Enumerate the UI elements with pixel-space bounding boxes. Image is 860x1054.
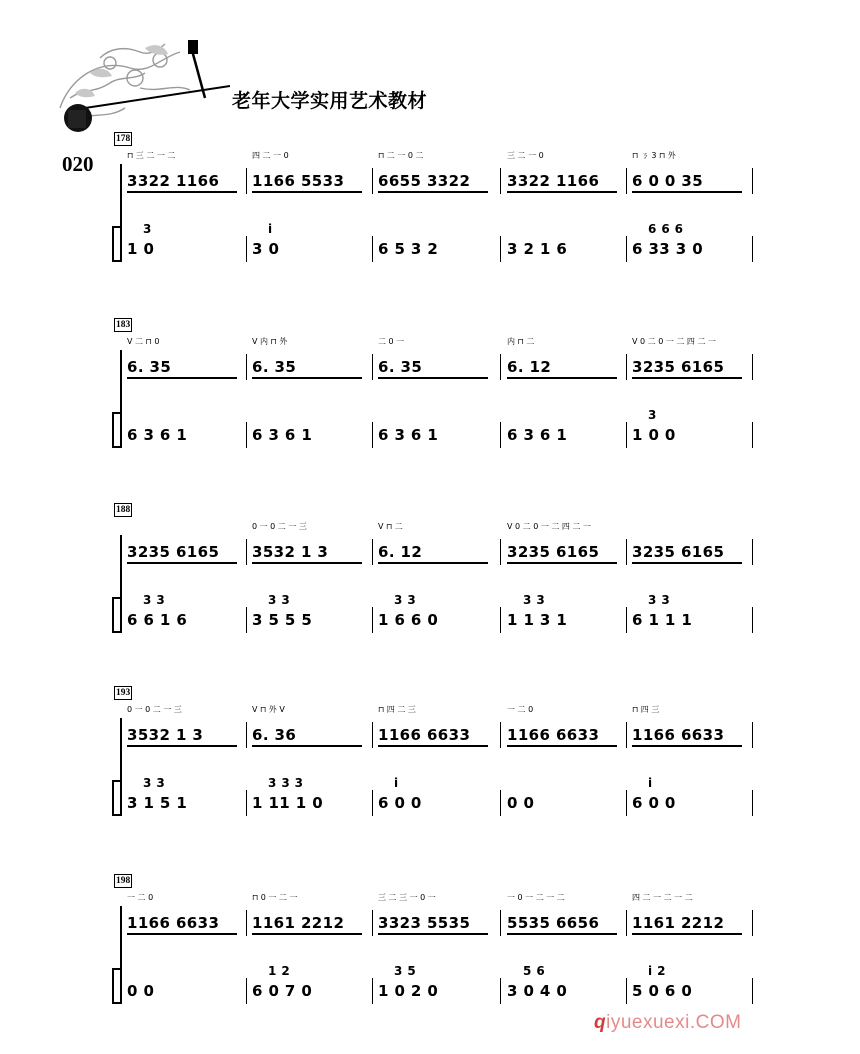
upper-measure-notes: 3323 5535 bbox=[378, 914, 471, 932]
beam-line bbox=[252, 191, 362, 193]
erhu-ornament-icon bbox=[40, 38, 230, 138]
bowing-fingering-marks: 一 二 0 bbox=[507, 705, 534, 714]
barline bbox=[500, 354, 501, 380]
measure-number: 193 bbox=[116, 688, 131, 698]
barline bbox=[246, 978, 247, 1004]
barline bbox=[626, 422, 627, 448]
upper-measure-notes: 6. 12 bbox=[378, 543, 423, 561]
barline bbox=[246, 539, 247, 565]
upper-measure-notes: 3235 6165 bbox=[632, 543, 725, 561]
upper-measure-notes: 3235 6165 bbox=[127, 543, 220, 561]
lower-measure-notes: 0 0 bbox=[127, 982, 155, 1000]
lower-measure-notes: 1 6 6 0 bbox=[378, 611, 439, 629]
upper-voice-notes: i 2 bbox=[648, 964, 666, 978]
beam-line bbox=[632, 377, 742, 379]
lower-measure-notes: 6 3 6 1 bbox=[127, 426, 188, 444]
upper-measure-notes: 5535 6656 bbox=[507, 914, 600, 932]
bowing-fingering-marks: ⊓ 二 一 0 二 bbox=[378, 151, 424, 160]
bowing-fingering-marks: 一 0 一 二 一 二 bbox=[507, 893, 565, 902]
upper-voice-notes: 6 6 6 bbox=[648, 222, 684, 236]
score-system bbox=[0, 132, 860, 312]
system-line bbox=[120, 535, 122, 633]
upper-measure-notes: 3532 1 3 bbox=[252, 543, 329, 561]
barline bbox=[500, 790, 501, 816]
beam-line bbox=[378, 933, 488, 935]
bowing-fingering-marks: V ⊓ 外 V bbox=[252, 705, 285, 714]
barline bbox=[372, 168, 373, 194]
lower-measure-notes: 5 0 6 0 bbox=[632, 982, 693, 1000]
lower-measure-notes: 1 1 3 1 bbox=[507, 611, 568, 629]
upper-voice-notes: 3 3 3 bbox=[268, 776, 304, 790]
upper-measure-notes: 6. 12 bbox=[507, 358, 552, 376]
upper-voice-notes: i bbox=[268, 222, 273, 236]
barline bbox=[500, 168, 501, 194]
barline bbox=[246, 790, 247, 816]
barline bbox=[246, 236, 247, 262]
system-line bbox=[120, 350, 122, 448]
beam-line bbox=[507, 933, 617, 935]
barline bbox=[752, 790, 753, 816]
beam-line bbox=[378, 191, 488, 193]
barline bbox=[246, 422, 247, 448]
beam-line bbox=[507, 191, 617, 193]
bowing-fingering-marks: 三 二 三 一 0 一 bbox=[378, 893, 436, 902]
barline bbox=[500, 910, 501, 936]
upper-measure-notes: 6. 36 bbox=[252, 726, 297, 744]
barline bbox=[246, 354, 247, 380]
upper-measure-notes: 6. 35 bbox=[378, 358, 423, 376]
bowing-fingering-marks: 一 二 0 bbox=[127, 893, 154, 902]
barline bbox=[372, 790, 373, 816]
beam-line bbox=[252, 933, 362, 935]
beam-line bbox=[632, 191, 742, 193]
beam-line bbox=[378, 745, 488, 747]
beam-line bbox=[127, 933, 237, 935]
beam-line bbox=[127, 191, 237, 193]
upper-voice-notes: i bbox=[394, 776, 399, 790]
measure-number: 183 bbox=[116, 320, 131, 330]
beam-line bbox=[507, 562, 617, 564]
upper-voice-notes: 3 3 bbox=[268, 593, 291, 607]
brace bbox=[112, 412, 120, 448]
bowing-fingering-marks: V 0 二 0 一 二 四 二 一 bbox=[632, 337, 716, 346]
upper-voice-notes: 5 6 bbox=[523, 964, 546, 978]
lower-measure-notes: 6 0 0 bbox=[378, 794, 422, 812]
barline bbox=[752, 422, 753, 448]
brace bbox=[112, 597, 120, 633]
bowing-fingering-marks: 二 0 一 bbox=[378, 337, 405, 346]
bowing-fingering-marks: 四 二 一 二 一 二 bbox=[632, 893, 693, 902]
upper-measure-notes: 1166 6633 bbox=[507, 726, 600, 744]
barline bbox=[500, 607, 501, 633]
lower-measure-notes: 3 0 4 0 bbox=[507, 982, 568, 1000]
upper-measure-notes: 1166 6633 bbox=[378, 726, 471, 744]
lower-measure-notes: 6 0 0 bbox=[632, 794, 676, 812]
upper-measure-notes: 1161 2212 bbox=[252, 914, 345, 932]
upper-measure-notes: 6. 35 bbox=[252, 358, 297, 376]
upper-measure-notes: 6. 35 bbox=[127, 358, 172, 376]
barline bbox=[626, 539, 627, 565]
beam-line bbox=[632, 562, 742, 564]
lower-measure-notes: 3 5 5 5 bbox=[252, 611, 313, 629]
barline bbox=[626, 354, 627, 380]
barline bbox=[372, 422, 373, 448]
lower-measure-notes: 6 0 7 0 bbox=[252, 982, 313, 1000]
barline bbox=[626, 910, 627, 936]
barline bbox=[500, 978, 501, 1004]
lower-measure-notes: 6 3 6 1 bbox=[507, 426, 568, 444]
lower-measure-notes: 6 3 6 1 bbox=[252, 426, 313, 444]
beam-line bbox=[252, 745, 362, 747]
measure-number: 188 bbox=[116, 505, 131, 515]
barline bbox=[246, 168, 247, 194]
bowing-fingering-marks: ⊓ 三 二 一 二 bbox=[127, 151, 176, 160]
barline bbox=[752, 607, 753, 633]
upper-measure-notes: 1166 6633 bbox=[127, 914, 220, 932]
bowing-fingering-marks: V ⊓ 二 bbox=[378, 522, 403, 531]
beam-line bbox=[378, 377, 488, 379]
bowing-fingering-marks: ⊓ 四 二 三 bbox=[378, 705, 416, 714]
barline bbox=[500, 422, 501, 448]
barline bbox=[626, 790, 627, 816]
barline bbox=[752, 539, 753, 565]
barline bbox=[752, 978, 753, 1004]
barline bbox=[372, 607, 373, 633]
barline bbox=[626, 236, 627, 262]
upper-measure-notes: 1166 5533 bbox=[252, 172, 345, 190]
beam-line bbox=[507, 377, 617, 379]
barline bbox=[752, 236, 753, 262]
upper-measure-notes: 3322 1166 bbox=[127, 172, 220, 190]
barline bbox=[752, 168, 753, 194]
barline bbox=[372, 354, 373, 380]
upper-measure-notes: 3235 6165 bbox=[632, 358, 725, 376]
upper-voice-notes: 3 bbox=[143, 222, 152, 236]
upper-measure-notes: 3322 1166 bbox=[507, 172, 600, 190]
lower-measure-notes: 3 2 1 6 bbox=[507, 240, 568, 258]
beam-line bbox=[127, 562, 237, 564]
barline bbox=[752, 722, 753, 748]
bowing-fingering-marks: 内 ⊓ 二 bbox=[507, 337, 535, 346]
bowing-fingering-marks: 0 一 0 二 一 三 bbox=[127, 705, 182, 714]
site-watermark: qiyuexuexi.COM bbox=[594, 1012, 742, 1033]
upper-measure-notes: 1161 2212 bbox=[632, 914, 725, 932]
beam-line bbox=[127, 377, 237, 379]
barline bbox=[500, 236, 501, 262]
lower-measure-notes: 1 0 2 0 bbox=[378, 982, 439, 1000]
lower-measure-notes: 6 6 1 6 bbox=[127, 611, 188, 629]
barline bbox=[626, 978, 627, 1004]
bowing-fingering-marks: 三 二 一 0 bbox=[507, 151, 544, 160]
bowing-fingering-marks: V 二 ⊓ 0 bbox=[127, 337, 160, 346]
system-line bbox=[120, 164, 122, 262]
barline bbox=[500, 722, 501, 748]
upper-voice-notes: i bbox=[648, 776, 653, 790]
barline bbox=[372, 978, 373, 1004]
score-system bbox=[0, 686, 860, 866]
barline bbox=[752, 910, 753, 936]
upper-measure-notes: 6655 3322 bbox=[378, 172, 471, 190]
measure-number: 198 bbox=[116, 876, 131, 886]
upper-voice-notes: 3 3 bbox=[143, 593, 166, 607]
barline bbox=[372, 910, 373, 936]
lower-measure-notes: 6 1 1 1 bbox=[632, 611, 693, 629]
lower-measure-notes: 6 33 3 0 bbox=[632, 240, 704, 258]
bowing-fingering-marks: V 内 ⊓ 外 bbox=[252, 337, 288, 346]
barline bbox=[246, 607, 247, 633]
beam-line bbox=[127, 745, 237, 747]
beam-line bbox=[252, 377, 362, 379]
page-number: 020 bbox=[62, 152, 94, 176]
beam-line bbox=[632, 745, 742, 747]
upper-measure-notes: 1166 6633 bbox=[632, 726, 725, 744]
barline bbox=[752, 354, 753, 380]
bowing-fingering-marks: 四 二 一 0 bbox=[252, 151, 289, 160]
bowing-fingering-marks: 0 一 0 二 一 三 bbox=[252, 522, 307, 531]
system-line bbox=[120, 718, 122, 816]
beam-line bbox=[632, 933, 742, 935]
measure-number: 178 bbox=[116, 134, 131, 144]
upper-voice-notes: 3 bbox=[648, 408, 657, 422]
barline bbox=[372, 722, 373, 748]
lower-measure-notes: 3 1 5 1 bbox=[127, 794, 188, 812]
bowing-fingering-marks: ⊓ 0 一 二 一 bbox=[252, 893, 298, 902]
lower-measure-notes: 6 3 6 1 bbox=[378, 426, 439, 444]
lower-measure-notes: 1 0 bbox=[127, 240, 155, 258]
bowing-fingering-marks: ⊓ ㄋ 3 ⊓ 外 bbox=[632, 151, 676, 160]
upper-voice-notes: 1 2 bbox=[268, 964, 291, 978]
brace bbox=[112, 968, 120, 1004]
lower-measure-notes: 1 0 0 bbox=[632, 426, 676, 444]
bowing-fingering-marks: V 0 二 0 一 二 四 二 一 bbox=[507, 522, 591, 531]
system-line bbox=[120, 906, 122, 1004]
upper-voice-notes: 3 5 bbox=[394, 964, 417, 978]
barline bbox=[626, 168, 627, 194]
barline bbox=[372, 236, 373, 262]
score-system bbox=[0, 318, 860, 498]
brace bbox=[112, 226, 120, 262]
book-title: 老年大学实用艺术教材 bbox=[232, 90, 428, 112]
lower-measure-notes: 3 0 bbox=[252, 240, 280, 258]
upper-measure-notes: 6 0 0 35 bbox=[632, 172, 704, 190]
barline bbox=[500, 539, 501, 565]
score-system bbox=[0, 503, 860, 683]
beam-line bbox=[378, 562, 488, 564]
lower-measure-notes: 0 0 bbox=[507, 794, 535, 812]
barline bbox=[626, 607, 627, 633]
beam-line bbox=[507, 745, 617, 747]
lower-measure-notes: 6 5 3 2 bbox=[378, 240, 439, 258]
lower-measure-notes: 1 11 1 0 bbox=[252, 794, 324, 812]
beam-line bbox=[252, 562, 362, 564]
barline bbox=[626, 722, 627, 748]
upper-measure-notes: 3532 1 3 bbox=[127, 726, 204, 744]
brace bbox=[112, 780, 120, 816]
upper-measure-notes: 3235 6165 bbox=[507, 543, 600, 561]
upper-voice-notes: 3 3 bbox=[143, 776, 166, 790]
upper-voice-notes: 3 3 bbox=[523, 593, 546, 607]
upper-voice-notes: 3 3 bbox=[394, 593, 417, 607]
barline bbox=[246, 910, 247, 936]
upper-voice-notes: 3 3 bbox=[648, 593, 671, 607]
barline bbox=[246, 722, 247, 748]
barline bbox=[372, 539, 373, 565]
bowing-fingering-marks: ⊓ 四 三 bbox=[632, 705, 660, 714]
